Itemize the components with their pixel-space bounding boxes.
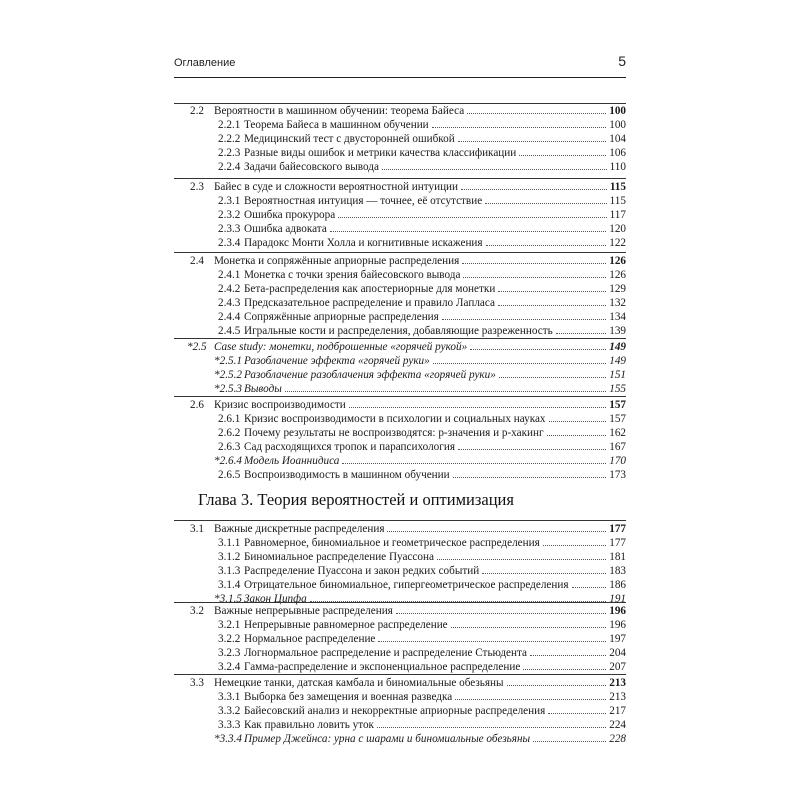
toc-entry[interactable] — [174, 646, 626, 660]
toc-number: 2.4.3 — [218, 297, 241, 309]
toc-number: 2.6.3 — [218, 441, 241, 453]
toc-title: Модель Иоаннидиса — [244, 455, 340, 467]
toc-entry[interactable] — [174, 132, 626, 146]
toc-page: 191 — [609, 593, 626, 605]
toc-title: Биномиальное распределение Пуассона — [244, 551, 434, 563]
toc-entry[interactable] — [174, 382, 626, 396]
toc-title: Разоблачение эффекта «горячей руки» — [244, 355, 430, 367]
toc-title: Равномерное, биномиальное и геометрическое распределения — [244, 537, 540, 549]
toc-number: 2.4.4 — [218, 311, 241, 323]
leader-dots — [530, 646, 606, 656]
leader-dots — [310, 592, 607, 602]
toc-page: 170 — [609, 455, 626, 467]
toc-page: 115 — [609, 195, 626, 207]
section-separator — [174, 520, 626, 521]
toc-title: Немецкие танки, датская камбала и биномиальные обезьяны — [214, 677, 504, 689]
toc-page: 117 — [609, 209, 626, 221]
toc-number: 3.2.3 — [218, 647, 241, 659]
toc-title: Предсказательное распределение и правило Лапласа — [244, 297, 495, 309]
toc-title: Теорема Байеса в машинном обучении — [244, 119, 429, 131]
leader-dots — [533, 732, 606, 742]
toc-page: 173 — [609, 469, 626, 481]
toc-number: 3.3 — [190, 677, 204, 689]
section-separator — [174, 396, 626, 397]
leader-dots — [467, 104, 606, 114]
toc-number: *2.6.4 — [214, 455, 242, 467]
leader-dots — [523, 660, 606, 670]
leader-dots — [396, 604, 606, 614]
toc-page: 177 — [609, 523, 626, 535]
toc-number: 3.3.1 — [218, 691, 241, 703]
toc-entry[interactable] — [174, 564, 626, 578]
leader-dots — [285, 382, 606, 392]
toc-page: 183 — [609, 565, 626, 577]
leader-dots — [377, 718, 606, 728]
toc-number: 3.1.1 — [218, 537, 241, 549]
toc-entry[interactable] — [174, 222, 626, 236]
toc-number: 2.6.5 — [218, 469, 241, 481]
toc-entry[interactable] — [174, 180, 626, 194]
toc-title: Сад расходящихся тропок и парапсихология — [244, 441, 455, 453]
toc-title: Вероятностная интуиция — точнее, её отсутствие — [244, 195, 483, 207]
toc-entry[interactable] — [174, 536, 626, 550]
leader-dots — [442, 310, 606, 320]
toc-page: 132 — [609, 297, 626, 309]
toc-entry[interactable] — [174, 426, 626, 440]
toc-number: 2.3.3 — [218, 223, 241, 235]
toc-title: Байесовский анализ и некорректные априорные распределения — [244, 705, 546, 717]
toc-title: Гамма-распределение и экспоненциальное распределение — [244, 661, 521, 673]
toc-number: 2.4 — [190, 255, 204, 267]
toc-number: 2.3.1 — [218, 195, 241, 207]
toc-number: 2.2 — [190, 105, 204, 117]
toc-title: Ошибка прокурора — [244, 209, 336, 221]
toc-page: 120 — [609, 223, 626, 235]
toc-title: Отрицательное биномиальное, гипергеометрическое распределения — [244, 579, 569, 591]
toc-number: 2.2.2 — [218, 133, 241, 145]
toc-number: *2.5.3 — [214, 383, 242, 395]
toc-number: 2.2.1 — [218, 119, 241, 131]
toc-number: 3.1.3 — [218, 565, 241, 577]
toc-title: Закон Ципфа — [244, 593, 307, 605]
section-separator — [174, 602, 626, 603]
toc-number: 2.4.2 — [218, 283, 241, 295]
toc-entry[interactable] — [174, 522, 626, 536]
leader-dots — [547, 426, 607, 436]
toc-number: 2.2.4 — [218, 161, 241, 173]
toc-page: 100 — [609, 105, 626, 117]
toc-title: Задачи байесовского вывода — [244, 161, 379, 173]
toc-page: 149 — [609, 355, 626, 367]
toc-page: 126 — [609, 255, 626, 267]
toc-title: Важные непрерывные распределения — [214, 605, 393, 617]
toc-page: 177 — [609, 537, 626, 549]
toc-entry[interactable] — [174, 236, 626, 250]
toc-entry[interactable] — [174, 194, 626, 208]
leader-dots — [349, 398, 606, 408]
toc-title: Воспроизводимость в машинном обучении — [244, 469, 450, 481]
leader-dots — [453, 468, 607, 478]
leader-dots — [499, 368, 606, 378]
toc-number: 3.3.2 — [218, 705, 241, 717]
leader-dots — [433, 354, 606, 364]
toc-number: *2.5 — [187, 341, 207, 353]
leader-dots — [342, 454, 606, 464]
toc-page: 228 — [609, 733, 626, 745]
toc-entry[interactable] — [174, 732, 626, 746]
toc-page: 129 — [609, 283, 626, 295]
toc-title: Сопряжённые априорные распределения — [244, 311, 439, 323]
toc-entry[interactable] — [174, 604, 626, 618]
leader-dots — [556, 324, 607, 334]
toc-entry[interactable] — [174, 282, 626, 296]
toc-page: 155 — [609, 383, 626, 395]
toc-number: 2.6.2 — [218, 427, 241, 439]
toc-entry[interactable] — [174, 254, 626, 268]
toc-entry[interactable] — [174, 160, 626, 174]
toc-page: 213 — [609, 677, 626, 689]
toc-page: 139 — [609, 325, 626, 337]
leader-dots — [486, 236, 607, 246]
toc-page: 122 — [609, 237, 626, 249]
toc-entry[interactable] — [174, 146, 626, 160]
toc-page: 134 — [609, 311, 626, 323]
toc-page: 104 — [609, 133, 626, 145]
toc-page: 115 — [609, 181, 626, 193]
chapter-heading: Глава 3. Теория вероятностей и оптимизация — [198, 490, 514, 509]
leader-dots — [458, 440, 606, 450]
leader-dots — [498, 296, 606, 306]
running-header — [174, 55, 626, 78]
page-number: 5 — [618, 53, 626, 69]
toc-title: Выводы — [244, 383, 282, 395]
toc-page: 167 — [609, 441, 626, 453]
toc-entry[interactable] — [174, 704, 626, 718]
toc-number: 3.1.4 — [218, 579, 241, 591]
toc-page: 157 — [609, 413, 626, 425]
section-separator — [174, 674, 626, 675]
leader-dots — [482, 564, 606, 574]
toc-number: 2.4.5 — [218, 325, 241, 337]
leader-dots — [455, 690, 606, 700]
toc-page: 157 — [609, 399, 626, 411]
section-separator — [174, 178, 626, 179]
toc-entry[interactable] — [174, 104, 626, 118]
leader-dots — [338, 208, 606, 218]
toc-title: Логнормальное распределение и распределение Стьюдента — [244, 647, 527, 659]
toc-page: 149 — [609, 341, 626, 353]
toc-entry[interactable] — [174, 398, 626, 412]
toc-entry[interactable] — [174, 268, 626, 282]
toc-page: 196 — [609, 605, 626, 617]
toc-entry[interactable] — [174, 660, 626, 674]
toc-entry[interactable] — [174, 676, 626, 690]
toc-title: Разоблачение разоблачения эффекта «горячей руки» — [244, 369, 496, 381]
toc-number: 3.3.3 — [218, 719, 241, 731]
toc-entry[interactable] — [174, 324, 626, 338]
toc-title: Монетка и сопряжённые априорные распределения — [214, 255, 460, 267]
toc-title: Распределение Пуассона и закон редких событий — [244, 565, 480, 577]
toc-title: Ошибка адвоката — [244, 223, 327, 235]
toc-number: 3.2 — [190, 605, 204, 617]
toc-number: *2.5.2 — [214, 369, 242, 381]
leader-dots — [470, 340, 606, 350]
toc-page: 181 — [609, 551, 626, 563]
toc-title: Нормальное распределение — [244, 633, 376, 645]
toc-title: Парадокс Монти Холла и когнитивные искажения — [244, 237, 483, 249]
toc-number: 2.2.3 — [218, 147, 241, 159]
leader-dots — [330, 222, 606, 232]
toc-page: 162 — [609, 427, 626, 439]
toc-number: 2.3.4 — [218, 237, 241, 249]
leader-dots — [437, 550, 606, 560]
toc-entry[interactable] — [174, 310, 626, 324]
leader-dots — [432, 118, 607, 128]
toc-number: *3.3.4 — [214, 733, 242, 745]
toc-entry[interactable] — [174, 440, 626, 454]
leader-dots — [387, 522, 606, 532]
toc-title: Кризис воспроизводимости — [214, 399, 346, 411]
toc-entry[interactable] — [174, 618, 626, 632]
leader-dots — [572, 578, 607, 588]
toc-title: Почему результаты не воспроизводятся: p-значения и p-хакинг — [244, 427, 544, 439]
leader-dots — [451, 618, 607, 628]
toc-title: Байес в суде и сложности вероятностной интуиции — [214, 181, 459, 193]
toc-page: 217 — [609, 705, 626, 717]
toc-entry[interactable] — [174, 718, 626, 732]
section-separator — [174, 338, 626, 339]
leader-dots — [498, 282, 606, 292]
toc-page: 207 — [609, 661, 626, 673]
leader-dots — [382, 160, 607, 170]
toc-page: 100 — [609, 119, 626, 131]
toc-page: 224 — [609, 719, 626, 731]
section-separator — [174, 252, 626, 253]
toc-title: Игральные кости и распределения, добавляющие разреженность — [244, 325, 553, 337]
toc-entry[interactable] — [174, 632, 626, 646]
toc-title: Монетка с точки зрения байесовского вывода — [244, 269, 461, 281]
toc-entry[interactable] — [174, 690, 626, 704]
header-title: Оглавление — [174, 57, 236, 69]
leader-dots — [548, 704, 606, 714]
toc-number: 2.6 — [190, 399, 204, 411]
toc-number: *2.5.1 — [214, 355, 242, 367]
toc-number: 3.2.1 — [218, 619, 241, 631]
toc-title: Непрерывные равномерное распределение — [244, 619, 448, 631]
toc-title: Бета-распределения как апостериорные для монетки — [244, 283, 496, 295]
toc-number: 3.1 — [190, 523, 204, 535]
leader-dots — [519, 146, 606, 156]
toc-number: 3.2.2 — [218, 633, 241, 645]
toc-number: 2.3.2 — [218, 209, 241, 221]
toc-number: 2.3 — [190, 181, 204, 193]
toc-number: *3.1.5 — [214, 593, 242, 605]
leader-dots — [543, 536, 606, 546]
toc-title: Пример Джейнса: урна с шарами и биномиальные обезьяны — [244, 733, 531, 745]
leader-dots — [549, 412, 607, 422]
toc-entry[interactable] — [174, 454, 626, 468]
toc-page: 197 — [609, 633, 626, 645]
toc-page: 126 — [609, 269, 626, 281]
toc-entry[interactable] — [174, 578, 626, 592]
toc-number: 3.2.4 — [218, 661, 241, 673]
leader-dots — [507, 676, 607, 686]
toc-number: 2.6.1 — [218, 413, 241, 425]
leader-dots — [378, 632, 606, 642]
toc-page: 151 — [609, 369, 626, 381]
toc-entry[interactable] — [174, 118, 626, 132]
leader-dots — [462, 254, 606, 264]
toc-page: 106 — [609, 147, 626, 159]
toc-title: Case study: монетки, подброшенные «горячей рукой» — [214, 341, 468, 353]
leader-dots — [461, 180, 607, 190]
toc-title: Как правильно ловить уток — [244, 719, 374, 731]
leader-dots — [458, 132, 607, 142]
toc-title: Медицинский тест с двусторонней ошибкой — [244, 133, 455, 145]
toc-page: 196 — [609, 619, 626, 631]
toc-entry[interactable] — [174, 296, 626, 310]
toc-page: 204 — [609, 647, 626, 659]
toc-entry[interactable] — [174, 208, 626, 222]
toc-page: 110 — [609, 161, 626, 173]
leader-dots — [485, 194, 606, 204]
toc-title: Выборка без замещения и военная разведка — [244, 691, 453, 703]
toc-title: Кризис воспроизводимости в психологии и социальных науках — [244, 413, 546, 425]
toc-title: Разные виды ошибок и метрики качества классификации — [244, 147, 517, 159]
toc-number: 3.1.2 — [218, 551, 241, 563]
toc-page: 186 — [609, 579, 626, 591]
toc-page: 213 — [609, 691, 626, 703]
leader-dots — [463, 268, 606, 278]
toc-title: Важные дискретные распределения — [214, 523, 385, 535]
toc-entry[interactable] — [174, 368, 626, 382]
toc-entry[interactable] — [174, 412, 626, 426]
toc-number: 2.4.1 — [218, 269, 241, 281]
toc-title: Вероятности в машинном обучении: теорема Байеса — [214, 105, 465, 117]
toc-entry[interactable] — [174, 468, 626, 482]
toc-entry[interactable] — [174, 354, 626, 368]
toc-entry[interactable] — [174, 340, 626, 354]
toc-entry[interactable] — [174, 550, 626, 564]
